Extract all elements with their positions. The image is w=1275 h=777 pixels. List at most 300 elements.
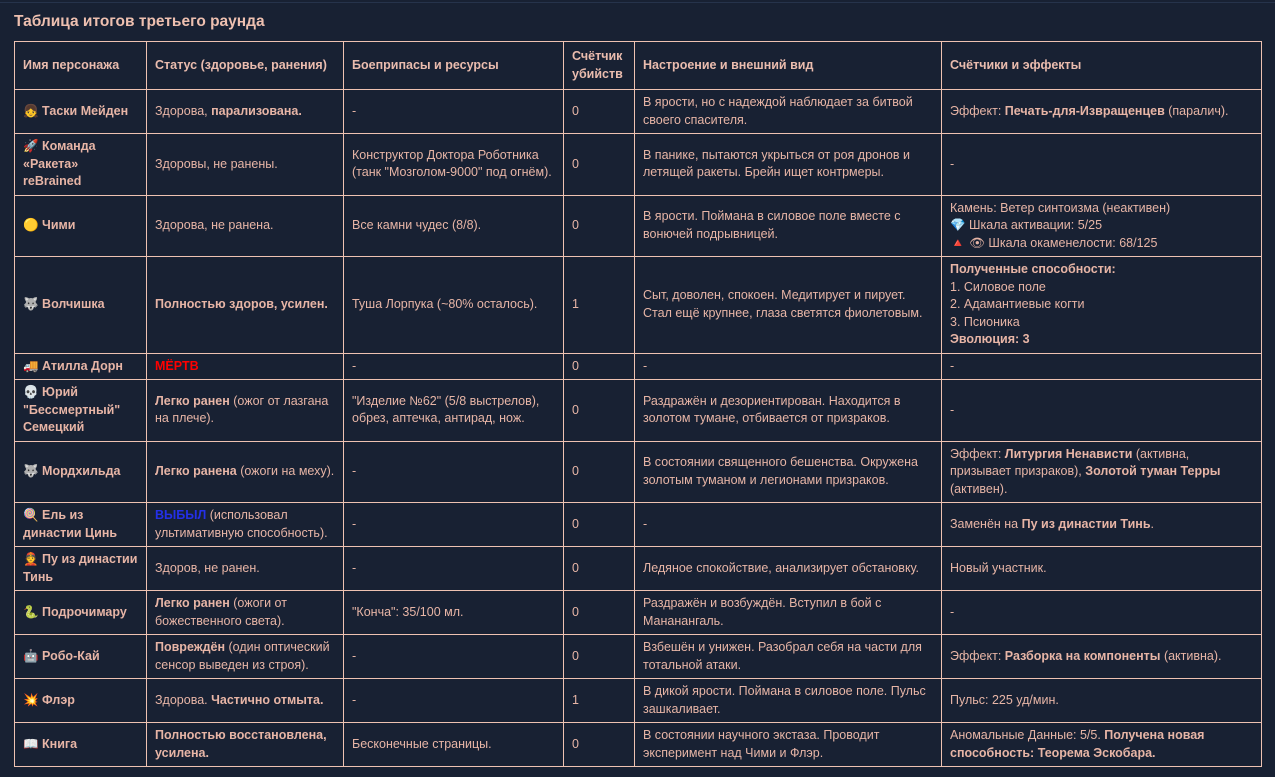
- cell-line: [155, 507, 335, 542]
- cell-text: Здорова, не ранена.: [155, 218, 274, 232]
- cell-kills: [564, 380, 635, 442]
- cell-line: [950, 692, 1253, 710]
- cell-ammo: [344, 723, 564, 767]
- cell-text: Заменён на: [950, 516, 1022, 531]
- cell-kills: [564, 353, 635, 380]
- cell-kills: [564, 90, 635, 134]
- cell-ammo: [344, 503, 564, 547]
- cell-text: Все камни чудес (8/8).: [352, 218, 482, 232]
- cell-text: .: [1150, 516, 1154, 531]
- cell-name: [15, 723, 147, 767]
- cell-line: [950, 296, 1253, 314]
- cell-text: Пу из династии Тинь: [23, 552, 138, 584]
- cell-line: [155, 560, 335, 578]
- cell-mood: [635, 547, 942, 591]
- cell-text: Пульс: 225 уд/мин.: [950, 692, 1059, 707]
- cell-kills: [564, 547, 635, 591]
- cell-ammo: [344, 257, 564, 354]
- table-row: [15, 257, 1262, 354]
- cell-text: -: [352, 464, 357, 478]
- cell-mood: [635, 257, 942, 354]
- cell-text: Туша Лорпука (~80% осталось).: [352, 297, 538, 311]
- cell-text: 2. Адамантиевые когти: [950, 297, 1085, 311]
- cell-text: Раздражён и возбуждён. Вступил в бой с Мананангаль.: [643, 596, 882, 628]
- table-row: [15, 380, 1262, 442]
- table-body: [15, 90, 1262, 767]
- cell-line: [352, 147, 555, 182]
- cell-line: [23, 463, 138, 481]
- cell-line: [352, 103, 555, 121]
- rocket-icon: 🚀: [23, 139, 39, 153]
- cell-line: [155, 463, 335, 481]
- cell-text: Волчишка: [38, 297, 105, 311]
- cell-ammo: [344, 441, 564, 503]
- cell-line: [572, 604, 626, 622]
- cell-line: [155, 217, 335, 235]
- cell-line: [155, 727, 335, 762]
- cell-text: Шкала активации: 5/25: [965, 218, 1103, 232]
- cell-text: Получена новая способность: Теорема Эскобара.: [950, 728, 1205, 760]
- skull-icon: 💀: [23, 385, 39, 399]
- cell-text: (использовал ультимативную способность).: [155, 508, 328, 540]
- cell-line: [643, 639, 933, 674]
- cell-status: [147, 547, 344, 591]
- lollipop-icon: 🍭: [23, 508, 39, 522]
- cell-effects: [942, 723, 1262, 767]
- cell-name: [15, 195, 147, 257]
- cell-text: В дикой ярости. Поймана в силовое поле. Пульс зашкаливает.: [643, 684, 926, 716]
- cell-effects: [942, 441, 1262, 503]
- cell-text: Сыт, доволен, спокоен. Медитирует и пирует. Стал ещё крупнее, глаза светятся фиолетовым.: [643, 288, 923, 320]
- cell-line: [352, 560, 555, 578]
- wolf-icon: 🐺: [23, 297, 39, 311]
- girl-face-icon: 👧: [23, 103, 39, 118]
- cell-mood: [635, 380, 942, 442]
- cell-line: [352, 736, 555, 754]
- column-header-effects: Счётчики и эффекты: [942, 42, 1262, 90]
- cell-effects: [942, 353, 1262, 380]
- cell-text: В ярости. Поймана в силовое поле вместе с вонючей подрывницей.: [643, 209, 901, 241]
- cell-line: [643, 287, 933, 322]
- cell-line: [643, 393, 933, 428]
- cell-text: Легко ранен: [155, 596, 230, 610]
- cell-text: Раздражён и дезориентирован. Находится в золотом тумане, отбивается от призраков.: [643, 393, 901, 426]
- cell-text: Легко ранена: [155, 464, 237, 478]
- cell-line: [23, 736, 138, 754]
- cell-line: [352, 692, 555, 710]
- table-row: [15, 723, 1262, 767]
- cell-text: Частично отмыта.: [211, 692, 324, 707]
- cell-line: [155, 595, 335, 630]
- cell-text: Бесконечные страницы.: [352, 736, 492, 751]
- yellow-stone-icon: 🟡: [23, 218, 39, 232]
- cell-line: [23, 217, 138, 235]
- cell-effects: [942, 90, 1262, 134]
- cell-text: Робо-Кай: [38, 648, 100, 663]
- chinese-cap-man-icon: 👲: [23, 552, 39, 566]
- cell-line: [155, 156, 335, 174]
- cell-text: Конструктор Доктора Роботника (танк "Мозголом-9000" под огнём).: [352, 147, 552, 180]
- cell-text: В панике, пытаются укрыться от роя дронов и летящей ракеты. Брейн ищет контрмеры.: [643, 147, 910, 180]
- cell-text: (один оптический сенсор выведен из строя).: [155, 640, 330, 672]
- cell-name: [15, 134, 147, 196]
- cell-text: парализована.: [211, 103, 302, 118]
- cell-ammo: [344, 134, 564, 196]
- cell-ammo: [344, 195, 564, 257]
- cell-name: [15, 441, 147, 503]
- cell-ammo: [344, 635, 564, 679]
- cell-text: Легко ранен: [155, 393, 230, 408]
- cell-text: Золотой туман Терры: [1085, 464, 1221, 478]
- table-row: [15, 635, 1262, 679]
- cell-line: [352, 296, 555, 314]
- cell-mood: [635, 723, 942, 767]
- cell-text: "Конча": 35/100 мл.: [352, 604, 464, 619]
- cell-text: (ожог от лазгана на плече).: [155, 393, 329, 426]
- cell-kills: [564, 635, 635, 679]
- cell-line: [572, 692, 626, 710]
- cell-text: Пу из династии Тинь: [1021, 516, 1151, 531]
- cell-text: (активна).: [1160, 648, 1222, 663]
- page-title: Таблица итогов третьего раунда: [14, 13, 265, 30]
- cell-line: [155, 393, 335, 428]
- cell-text: (ожоги от божественного света).: [155, 596, 287, 628]
- cell-text: Печать-для-Извращенцев: [1004, 103, 1165, 118]
- cell-text: Взбешён и унижен. Разобрал себя на части для тотальной атаки.: [643, 640, 922, 672]
- table-row: [15, 90, 1262, 134]
- cell-mood: [635, 503, 942, 547]
- table-row: [15, 547, 1262, 591]
- cell-status: [147, 679, 344, 723]
- cell-line: [155, 692, 335, 710]
- robot-icon: 🤖: [23, 648, 39, 663]
- truck-icon: 🚚: [23, 358, 39, 373]
- snake-icon: 🐍: [23, 604, 39, 619]
- cell-mood: [635, 195, 942, 257]
- cell-text: Новый участник.: [950, 560, 1047, 575]
- cell-text: (ожоги на меху).: [236, 464, 335, 478]
- cell-text: 0: [572, 218, 579, 232]
- table-header-row: [15, 42, 1262, 90]
- cell-text: В состоянии научного экстаза. Проводит эксперимент над Чими и Флэр.: [643, 728, 880, 760]
- cell-line: [643, 560, 933, 578]
- cell-line: [572, 156, 626, 174]
- cell-mood: [635, 591, 942, 635]
- book-icon: 📖: [23, 736, 39, 751]
- triangle-icon: 🔺: [950, 235, 966, 250]
- cell-line: [572, 736, 626, 754]
- cell-line: [23, 384, 138, 437]
- cell-line: [950, 358, 1253, 376]
- cell-text: Эффект:: [950, 446, 1005, 461]
- cell-line: [572, 516, 626, 534]
- column-header-name: Имя персонажа: [15, 42, 147, 90]
- cell-line: [950, 156, 1253, 174]
- cell-text: (активна, призывает призраков),: [950, 446, 1190, 478]
- cell-line: [352, 604, 555, 622]
- cell-line: [23, 138, 138, 191]
- cell-kills: [564, 591, 635, 635]
- cell-line: [950, 200, 1253, 218]
- cell-name: [15, 90, 147, 134]
- table-row: [15, 134, 1262, 196]
- cell-mood: [635, 90, 942, 134]
- cell-ammo: [344, 380, 564, 442]
- cell-status: [147, 380, 344, 442]
- column-header-mood: Настроение и внешний вид: [635, 42, 942, 90]
- cell-text: В состоянии священного бешенства. Окружена золотым туманом и легионами призраков.: [643, 455, 918, 487]
- cell-text: 0: [572, 103, 579, 118]
- cell-text: Здорова,: [155, 103, 212, 118]
- cell-text: Атилла Дорн: [38, 358, 123, 373]
- cell-line: [23, 103, 138, 121]
- cell-text: Повреждён: [155, 640, 226, 654]
- cell-line: [352, 217, 555, 235]
- cell-mood: [635, 679, 942, 723]
- cell-line: [643, 727, 933, 762]
- cell-text: -: [643, 358, 648, 373]
- cell-line: [950, 402, 1253, 420]
- cell-line: [950, 261, 1253, 279]
- cell-effects: [942, 503, 1262, 547]
- cell-effects: [942, 635, 1262, 679]
- cell-text: Шкала окаменелости: 68/125: [984, 235, 1158, 250]
- cell-line: [643, 94, 933, 129]
- cell-text: -: [352, 692, 357, 707]
- column-header-ammo: Боеприпасы и ресурсы: [344, 42, 564, 90]
- cell-line: [572, 296, 626, 314]
- cell-name: [15, 591, 147, 635]
- cell-name: [15, 353, 147, 380]
- cell-text: -: [643, 516, 648, 531]
- cell-line: [950, 648, 1253, 666]
- cell-kills: [564, 723, 635, 767]
- cell-name: [15, 547, 147, 591]
- cell-kills: [564, 441, 635, 503]
- cell-line: [23, 604, 138, 622]
- cell-status: [147, 90, 344, 134]
- cell-text: Эффект:: [950, 648, 1005, 663]
- cell-status: [147, 723, 344, 767]
- cell-text: (активен).: [950, 481, 1008, 496]
- cell-line: [643, 683, 933, 718]
- cell-text: 0: [572, 358, 579, 373]
- cell-status: [147, 441, 344, 503]
- cell-line: [643, 595, 933, 630]
- cell-line: [23, 507, 138, 542]
- cell-line: [155, 639, 335, 674]
- cell-line: [643, 208, 933, 243]
- cell-text: 1: [572, 297, 579, 311]
- cell-text: ВЫБЫЛ: [155, 508, 207, 522]
- cell-line: [352, 358, 555, 376]
- cell-line: [23, 692, 138, 710]
- cell-text: Здоров, не ранен.: [155, 560, 260, 575]
- cell-text: Здорова.: [155, 692, 212, 707]
- cell-name: [15, 503, 147, 547]
- cell-mood: [635, 635, 942, 679]
- cell-ammo: [344, 679, 564, 723]
- column-header-status: Статус (здоровье, ранения): [147, 42, 344, 90]
- cell-line: [950, 604, 1253, 622]
- cell-text: 1. Силовое поле: [950, 279, 1046, 294]
- cell-line: [23, 358, 138, 376]
- cell-text: -: [950, 156, 955, 171]
- cell-line: [352, 393, 555, 428]
- cell-text: Ель из династии Цинь: [23, 508, 118, 540]
- cell-line: [950, 331, 1253, 349]
- cell-line: [572, 103, 626, 121]
- cell-effects: [942, 380, 1262, 442]
- cell-line: [572, 463, 626, 481]
- cell-text: -: [352, 358, 357, 373]
- cell-mood: [635, 134, 942, 196]
- cell-text: Полученные способности:: [950, 262, 1116, 276]
- cell-text: 0: [572, 604, 579, 619]
- cell-mood: [635, 441, 942, 503]
- cell-line: [950, 235, 1253, 253]
- cell-line: [572, 402, 626, 420]
- cell-line: [155, 296, 335, 314]
- cell-line: [950, 516, 1253, 534]
- cell-status: [147, 195, 344, 257]
- cell-text: 0: [572, 736, 579, 751]
- cell-text: -: [352, 516, 357, 531]
- cell-line: [643, 454, 933, 489]
- cell-ammo: [344, 353, 564, 380]
- cell-text: Юрий "Бессмертный" Семецкий: [23, 385, 121, 434]
- cell-line: [155, 103, 335, 121]
- cell-text: Эволюция: 3: [950, 332, 1030, 346]
- cell-line: [572, 648, 626, 666]
- cell-line: [155, 358, 335, 376]
- cell-text: Здоровы, не ранены.: [155, 156, 278, 171]
- cell-effects: [942, 679, 1262, 723]
- cell-text: Чими: [38, 218, 76, 232]
- cell-text: 1: [572, 692, 579, 707]
- cell-line: [950, 217, 1253, 235]
- cell-mood: [635, 353, 942, 380]
- cell-text: Подрочимару: [38, 604, 127, 619]
- cell-text: Ледяное спокойствие, анализирует обстановку.: [643, 560, 920, 575]
- results-table: [14, 41, 1262, 767]
- table-row: [15, 503, 1262, 547]
- cell-text: "Изделие №62" (5/8 выстрелов), обрез, аптечка, антирад, нож.: [352, 393, 540, 426]
- cell-line: [572, 217, 626, 235]
- gem-icon: 💎: [950, 218, 966, 232]
- cell-text: 0: [572, 156, 579, 171]
- cell-ammo: [344, 547, 564, 591]
- cell-text: Разборка на компоненты: [1004, 648, 1161, 663]
- cell-line: [950, 279, 1253, 297]
- cell-status: [147, 591, 344, 635]
- cell-line: [23, 551, 138, 586]
- cell-text: -: [950, 358, 955, 373]
- cell-text: 0: [572, 402, 579, 417]
- cell-text: Книга: [38, 736, 78, 751]
- cell-status: [147, 134, 344, 196]
- cell-line: [950, 314, 1253, 332]
- cell-kills: [564, 134, 635, 196]
- cell-name: [15, 257, 147, 354]
- table-row: [15, 591, 1262, 635]
- eye-icon: 👁: [969, 235, 985, 250]
- cell-line: [23, 296, 138, 314]
- cell-line: [572, 358, 626, 376]
- cell-text: Камень: Ветер синтоизма (неактивен): [950, 200, 1171, 215]
- table-row: [15, 441, 1262, 503]
- cell-effects: [942, 134, 1262, 196]
- cell-name: [15, 679, 147, 723]
- cell-effects: [942, 257, 1262, 354]
- wolf-icon: 🐺: [23, 464, 39, 478]
- cell-status: [147, 635, 344, 679]
- cell-kills: [564, 503, 635, 547]
- explosion-icon: 💥: [23, 692, 39, 707]
- cell-text: Полностью восстановлена, усилена.: [155, 728, 327, 760]
- cell-text: Полностью здоров, усилен.: [155, 297, 328, 311]
- cell-line: [643, 358, 933, 376]
- cell-line: [950, 560, 1253, 578]
- cell-line: [643, 147, 933, 182]
- table-row: [15, 679, 1262, 723]
- cell-status: [147, 257, 344, 354]
- cell-ammo: [344, 90, 564, 134]
- cell-text: Флэр: [38, 692, 75, 707]
- cell-text: Мордхильда: [38, 464, 121, 478]
- cell-line: [950, 103, 1253, 121]
- cell-text: 0: [572, 560, 579, 575]
- cell-text: -: [950, 604, 955, 619]
- cell-effects: [942, 195, 1262, 257]
- cell-name: [15, 380, 147, 442]
- table-row: [15, 195, 1262, 257]
- cell-line: [643, 516, 933, 534]
- cell-kills: [564, 257, 635, 354]
- cell-kills: [564, 195, 635, 257]
- cell-text: В ярости, но с надеждой наблюдает за битвой своего спасителя.: [643, 95, 913, 127]
- cell-text: -: [352, 103, 357, 118]
- cell-line: [352, 463, 555, 481]
- cell-text: -: [352, 648, 357, 663]
- cell-line: [950, 727, 1253, 762]
- cell-line: [572, 560, 626, 578]
- cell-line: [352, 516, 555, 534]
- cell-line: [352, 648, 555, 666]
- cell-effects: [942, 591, 1262, 635]
- cell-text: 0: [572, 516, 579, 531]
- cell-ammo: [344, 591, 564, 635]
- cell-effects: [942, 547, 1262, 591]
- cell-text: -: [352, 560, 357, 575]
- cell-text: Литургия Ненависти: [1004, 446, 1133, 461]
- cell-text: Команда «Ракета» reBrained: [23, 139, 96, 188]
- cell-text: 3. Псионика: [950, 314, 1020, 329]
- page-content: [0, 3, 1275, 777]
- cell-kills: [564, 679, 635, 723]
- cell-text: 0: [572, 648, 579, 663]
- cell-text: (паралич).: [1164, 103, 1229, 118]
- cell-text: 0: [572, 464, 579, 478]
- cell-line: [23, 648, 138, 666]
- cell-line: [950, 446, 1253, 499]
- cell-text: -: [950, 402, 955, 417]
- cell-text: Таски Мейден: [38, 103, 129, 118]
- table-row: [15, 353, 1262, 380]
- column-header-kills: Счётчик убийств: [564, 42, 635, 90]
- cell-status: [147, 353, 344, 380]
- cell-status: [147, 503, 344, 547]
